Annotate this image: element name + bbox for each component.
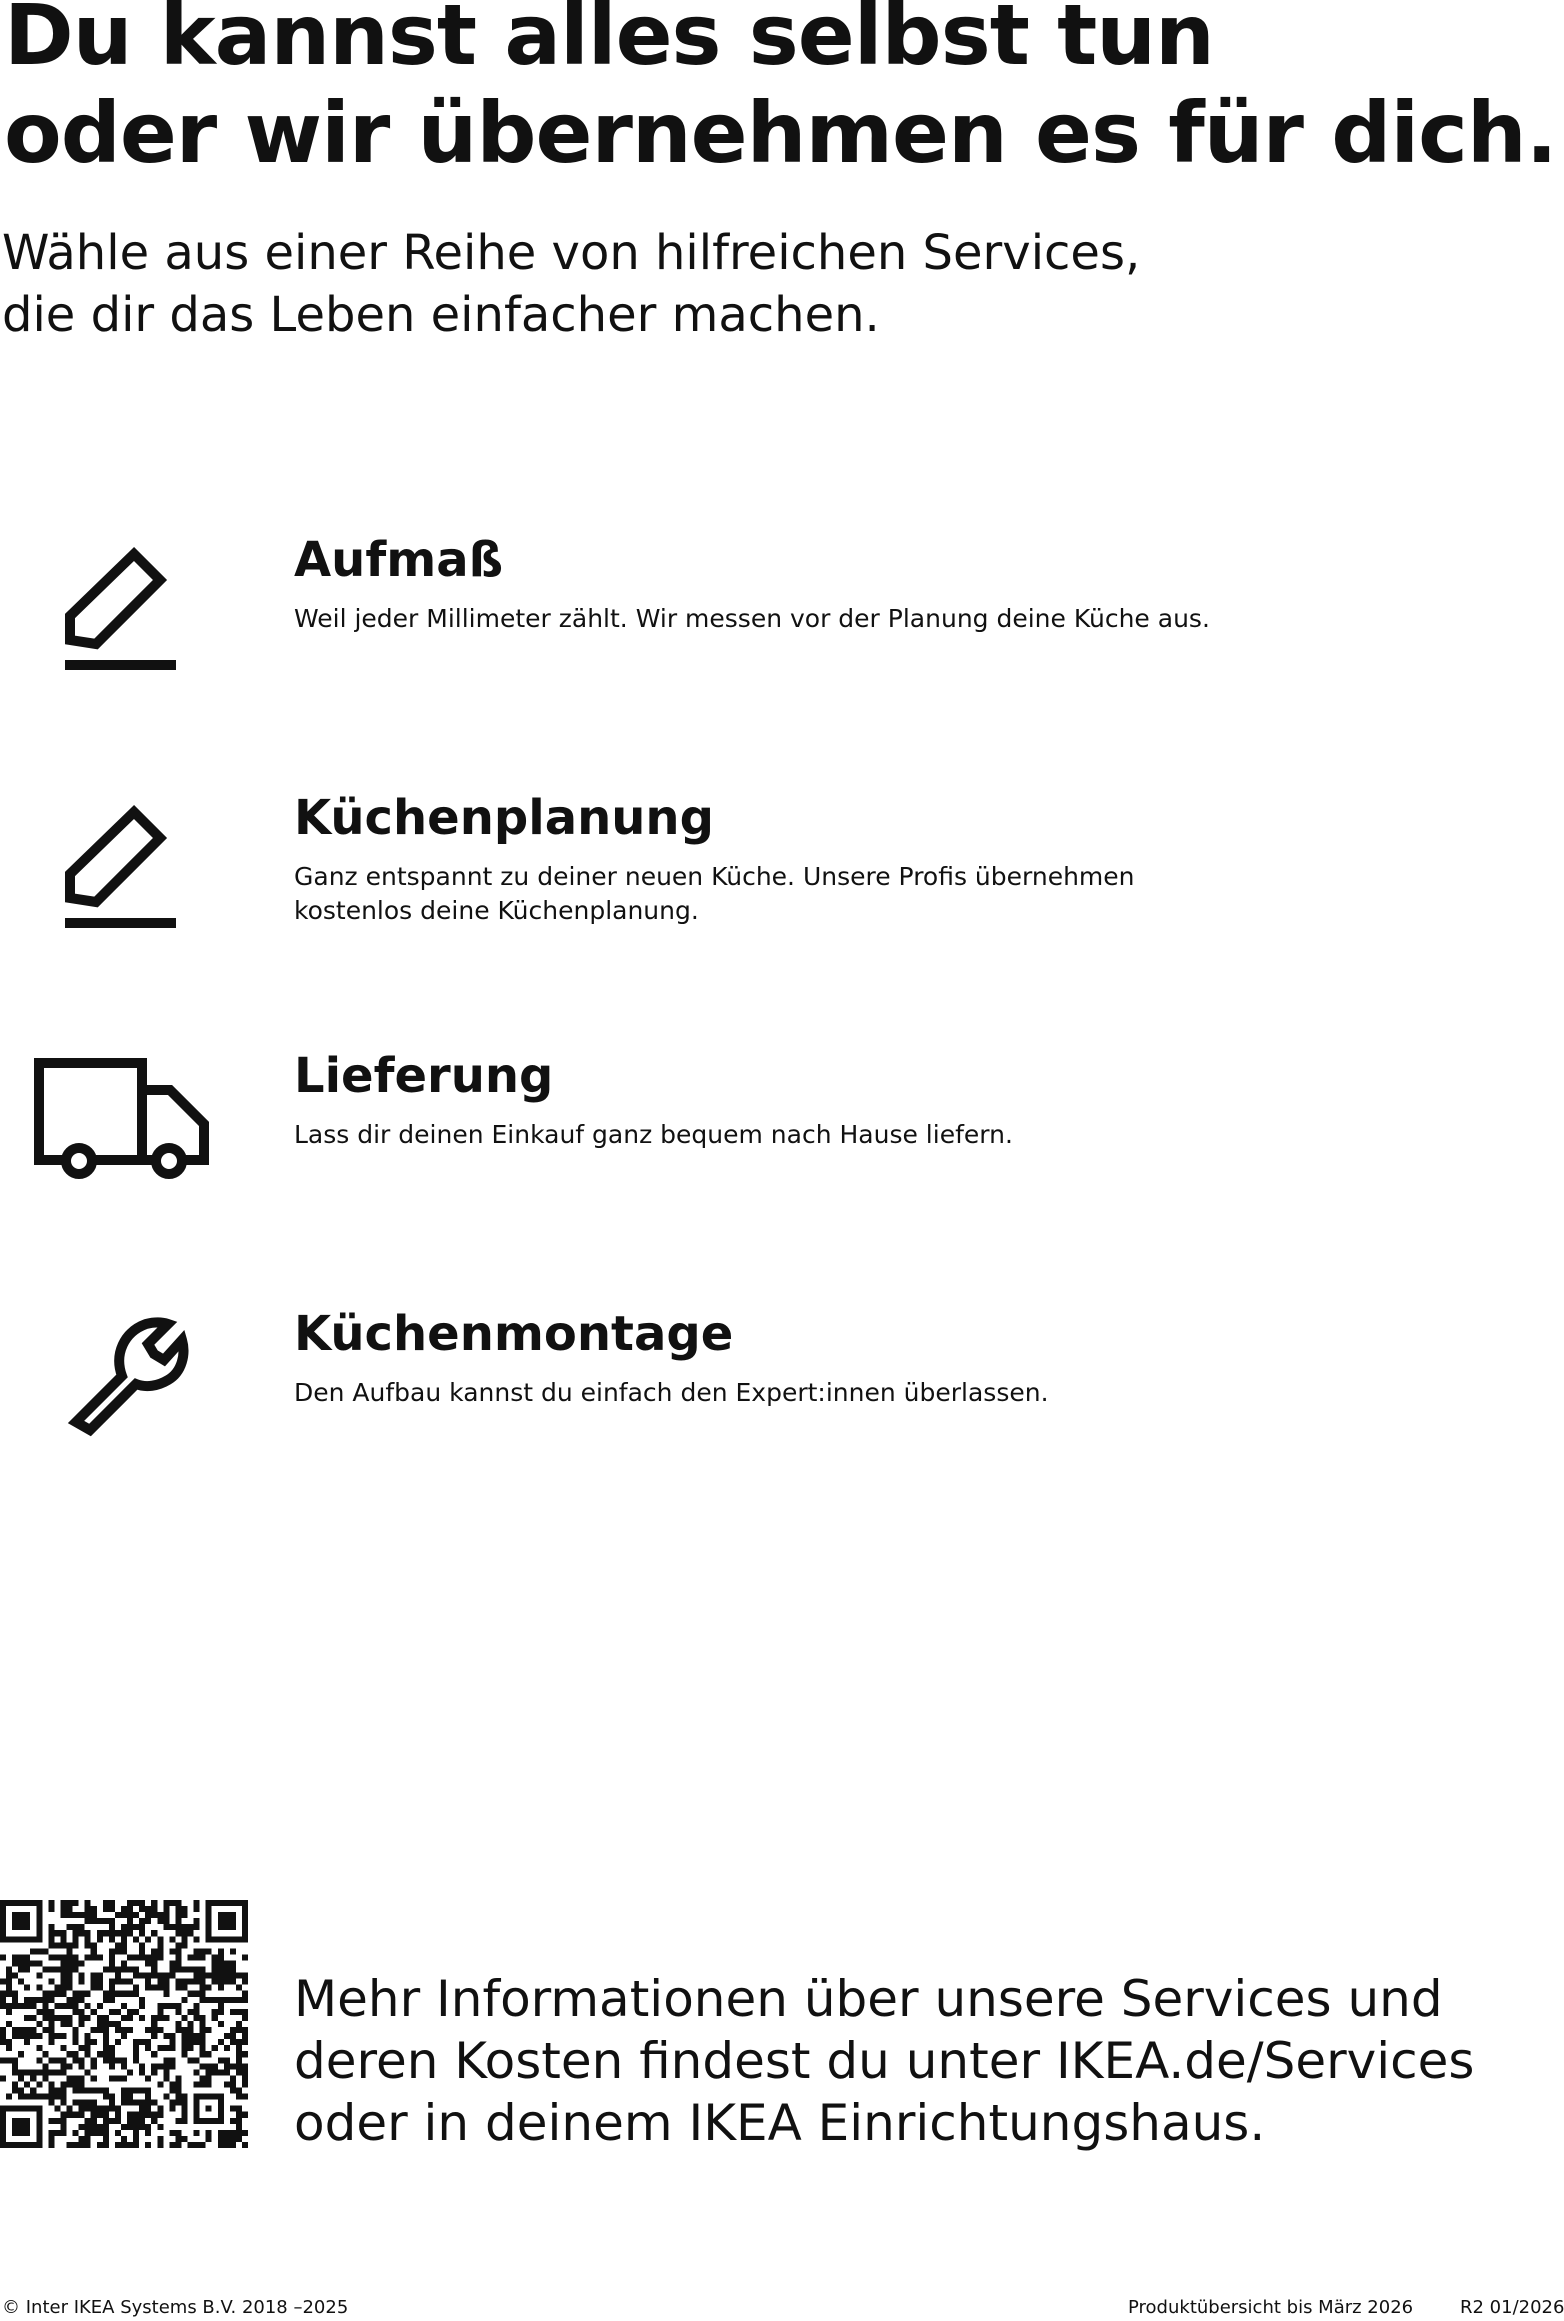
page-subtitle bbox=[2, 222, 1402, 346]
service-title: Lieferung bbox=[294, 1048, 554, 1104]
service-description: Weil jeder Millimeter zählt. Wir messen vor der Planung deine Küche aus. bbox=[294, 604, 1210, 633]
service-lieferung bbox=[0, 1046, 1550, 1246]
service-kuechenmontage bbox=[0, 1304, 1550, 1504]
service-aufmass bbox=[0, 530, 1550, 730]
subtitle-line-1: Wähle aus einer Reihe von hilfreichen Services, bbox=[2, 225, 1141, 281]
headline-line-2: oder wir übernehmen es für dich. bbox=[4, 84, 1557, 182]
more-info-line-3: oder in deinem IKEA Einrichtungshaus. bbox=[294, 2094, 1266, 2152]
more-info-line-2: deren Kosten findest du unter IKEA.de/Services bbox=[294, 2032, 1475, 2090]
pencil-icon bbox=[62, 808, 182, 930]
service-description: Lass dir deinen Einkauf ganz bequem nach Hause liefern. bbox=[294, 1120, 1013, 1149]
more-info-line-1: Mehr Informationen über unsere Services und bbox=[294, 1970, 1443, 2028]
service-description: Den Aufbau kannst du einfach den Expert:innen überlassen. bbox=[294, 1378, 1049, 1407]
footer-validity: Produktübersicht bis März 2026 bbox=[1128, 2297, 1414, 2318]
headline-line-1: Du kannst alles selbst tun bbox=[4, 0, 1214, 84]
page-title bbox=[4, 0, 1557, 182]
service-kuechenplanung bbox=[0, 788, 1550, 988]
service-title: Aufmaß bbox=[294, 532, 504, 588]
subtitle-line-2: die dir das Leben einfacher machen. bbox=[2, 287, 880, 343]
qr-code bbox=[0, 1900, 248, 2148]
footer bbox=[0, 2296, 1564, 2320]
service-title: Küchenplanung bbox=[294, 790, 714, 846]
service-description: Ganz entspannt zu deiner neuen Küche. Unsere Profis übernehmen kostenlos deine Küchenplanung. bbox=[294, 862, 1135, 925]
service-title: Küchenmontage bbox=[294, 1306, 734, 1362]
footer-code: R2 01/2026 bbox=[1460, 2297, 1564, 2318]
truck-icon bbox=[34, 1058, 210, 1178]
wrench-icon bbox=[58, 1314, 188, 1444]
more-info-text bbox=[294, 1968, 1534, 2154]
footer-copyright: © Inter IKEA Systems B.V. 2018 –2025 bbox=[2, 2297, 349, 2318]
pencil-icon bbox=[62, 550, 182, 672]
